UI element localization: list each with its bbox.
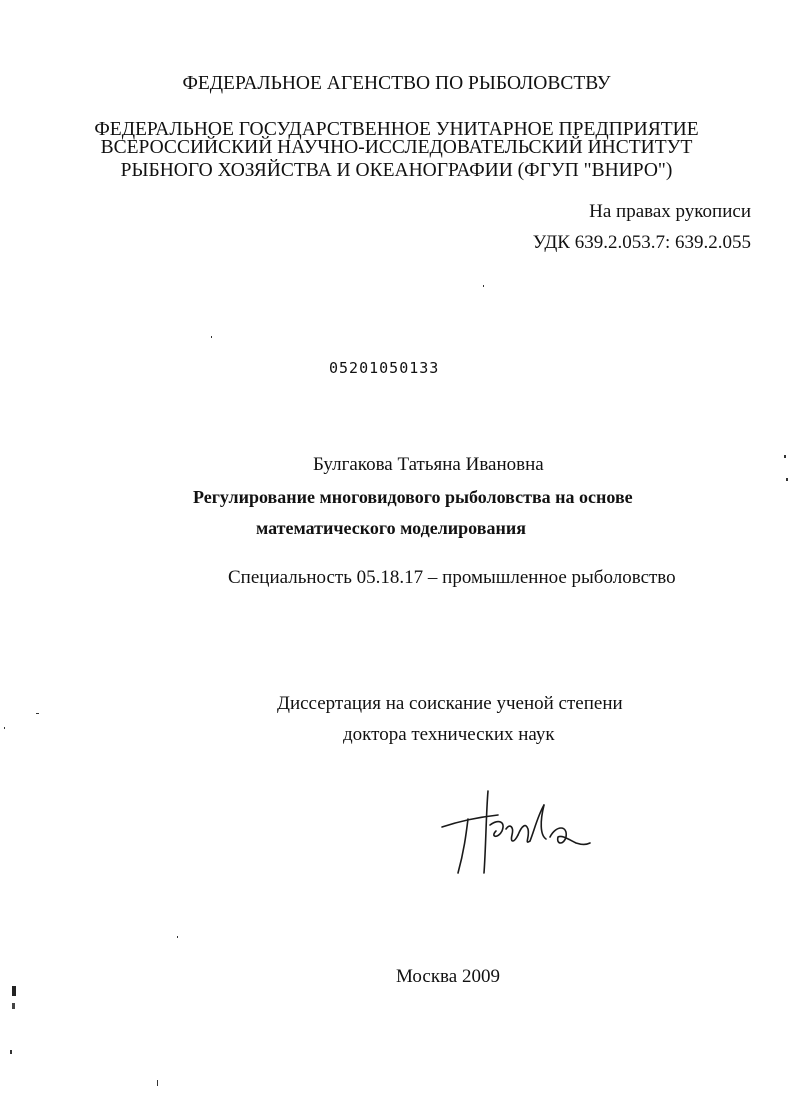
scan-speck (36, 713, 39, 714)
catalog-number: 05201050133 (329, 359, 440, 377)
scan-speck (12, 986, 16, 996)
degree-line-1: Диссертация на соискание ученой степени (277, 693, 623, 714)
scan-speck (10, 1050, 12, 1054)
scan-speck (157, 1080, 158, 1086)
scan-speck (784, 455, 786, 458)
author-signature (440, 785, 600, 885)
scan-speck (12, 1003, 15, 1009)
scan-speck (4, 727, 5, 729)
author-name: Булгакова Татьяна Ивановна (313, 454, 544, 475)
scan-speck (483, 285, 484, 287)
scan-speck (211, 336, 212, 338)
city-year: Москва 2009 (396, 966, 500, 987)
thesis-title-line-1: Регулирование многовидового рыболовства на основе (193, 487, 633, 507)
agency-name: ФЕДЕРАЛЬНОЕ АГЕНСТВО ПО РЫБОЛОВСТВУ (182, 73, 611, 94)
thesis-title-line-2: математического моделирования (256, 518, 526, 538)
institution-line-3: РЫБНОГО ХОЗЯЙСТВА И ОКЕАНОГРАФИИ (ФГУП "ВНИРО") (120, 160, 673, 181)
institution-line-2: ВСЕРОССИЙСКИЙ НАУЧНО-ИССЛЕДОВАТЕЛЬСКИЙ ИНСТИТУТ (100, 137, 693, 158)
scan-speck (786, 478, 788, 481)
degree-line-2: доктора технических наук (343, 724, 555, 745)
manuscript-rights: На правах рукописи (589, 201, 751, 222)
specialty: Специальность 05.18.17 – промышленное рыболовство (228, 567, 676, 588)
udk-code: УДК 639.2.053.7: 639.2.055 (532, 232, 751, 253)
institution-line-1: ФЕДЕРАЛЬНОЕ ГОСУДАРСТВЕННОЕ УНИТАРНОЕ ПРЕДПРИЯТИЕ (94, 119, 699, 140)
scan-speck (177, 936, 178, 938)
